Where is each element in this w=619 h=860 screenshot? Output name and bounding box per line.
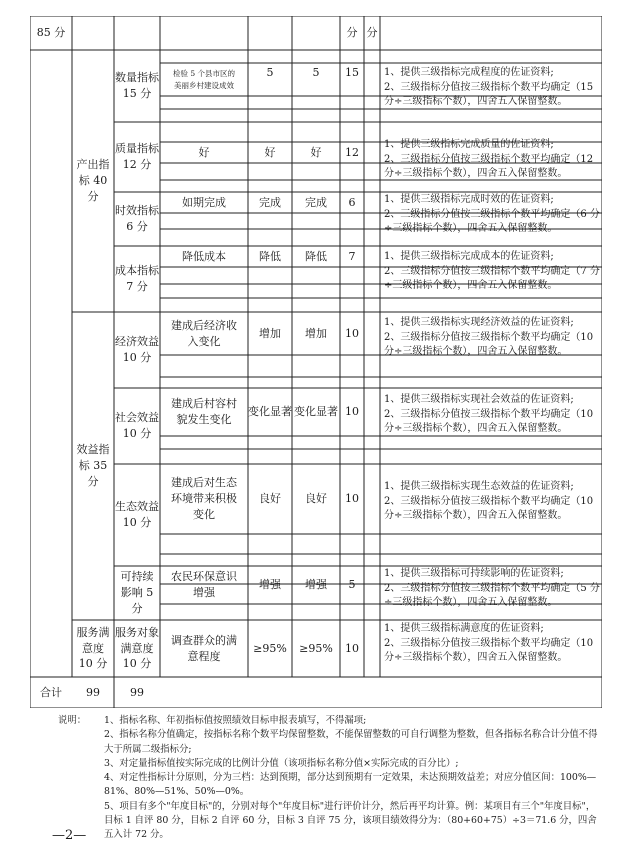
- cost-actual: 降低: [305, 249, 327, 263]
- notes-item-1: [58, 714, 598, 728]
- quantity-target: 5: [266, 66, 274, 80]
- total-label: 合计: [40, 685, 62, 699]
- economic-target: 增加: [259, 326, 281, 340]
- cost-target: 降低: [259, 249, 281, 263]
- page-number: —2—: [52, 828, 87, 843]
- quality-name: 质量指标 12 分: [115, 142, 159, 171]
- notes-item-2: 2、指标名称分值确定，按指标名称个数平均保留整数，不能保留整数的可自行调整为整数，但各指标名称合计分值不得大于所属二级指标分;: [104, 729, 598, 755]
- sustainable-actual: 增强: [305, 578, 327, 592]
- social-desc: 建成后村容村 貌发生变化: [171, 397, 237, 426]
- satisfaction-actual: ≥95%: [299, 641, 333, 655]
- social-note: 1、提供三级指标实现社会效益的佐证资料; 2、三级指标分值按三级指标个数平均确定（10 分÷三级指标个数），四舍五入保留整数。: [384, 394, 594, 434]
- top-row-score-label: 85 分: [36, 26, 66, 40]
- economic-name: 经济效益 10 分: [115, 335, 159, 364]
- output-category: 产出指 标 40 分: [76, 158, 110, 203]
- timeliness-desc: 如期完成: [182, 195, 226, 209]
- timeliness-score: 6: [348, 195, 356, 209]
- ecological-score: 10: [345, 492, 359, 506]
- cost-name: 成本指标 7 分: [115, 264, 159, 293]
- sustainable-score: 5: [348, 578, 356, 592]
- sustainable-name: 可持续 影响 5 分: [120, 570, 154, 615]
- economic-note: 1、提供三级指标实现经济效益的佐证资料; 2、三级指标分值按三级指标个数平均确定（10 分÷三级指标个数），四舍五入保留整数。: [384, 317, 594, 357]
- cost-note: 1、提供三级指标完成成本的佐证资料; 2、三级指标分值按三级指标个数平均确定（7 分÷三级指标个数），四舍五入保留整数。: [384, 251, 600, 291]
- timeliness-target: 完成: [259, 195, 281, 209]
- ecological-actual: 良好: [305, 492, 327, 506]
- quantity-name: 数量指标 15 分: [115, 71, 159, 100]
- quality-target: 好: [264, 145, 276, 159]
- quantity-score: 15: [345, 66, 359, 80]
- quality-actual: 好: [310, 145, 322, 159]
- cost-score: 7: [348, 249, 356, 263]
- top-row-unit-2: 分: [366, 26, 378, 40]
- quality-desc: 好: [198, 145, 210, 159]
- total-value-1: 99: [86, 685, 100, 699]
- quantity-desc: 检验 5 个县市区的 美丽乡村建设成效: [172, 69, 236, 90]
- quantity-note: 1、提供三级指标完成程度的佐证资料; 2、三级指标分值按三级指标个数平均确定（15 分÷三级指标个数），四舍五入保留整数。: [384, 67, 594, 107]
- notes-item-3: 3、对定量指标值按实际完成的比例计分值（该项指标名称分值×实际完成的百分比）;: [104, 757, 459, 769]
- social-target: 变化显著: [248, 405, 292, 419]
- quality-note: 1、提供三级指标完成质量的佐证资料; 2、三级指标分值按三级指标个数平均确定（12 分÷三级指标个数），四舍五入保留整数。: [384, 139, 594, 179]
- social-score: 10: [345, 405, 359, 419]
- economic-actual: 增加: [305, 326, 327, 340]
- timeliness-name: 时效指标 6 分: [115, 204, 159, 233]
- quality-score: 12: [345, 145, 359, 159]
- notes-text-1: 1、指标名称、年初指标值按照绩效目标申报表填写，不得漏项;: [104, 715, 367, 726]
- sustainable-target: 增强: [259, 578, 281, 592]
- notes-label: 说明：: [58, 715, 87, 726]
- social-name: 社会效益 10 分: [115, 411, 159, 440]
- ecological-desc: 建成后对生态 环境带来积极 变化: [171, 476, 237, 521]
- ecological-name: 生态效益 10 分: [115, 500, 159, 529]
- total-value-2: 99: [130, 685, 144, 699]
- notes-item-4: 4、对定性指标计分原则，分为三档：达到预期，部分达到预期有一定效果，未达预期效益差；对应分值区间：100%—81%、80%—51%、50%—0%。: [104, 772, 597, 798]
- satisfaction-category: 服务满 意度 10 分: [76, 625, 110, 671]
- satisfaction-target: ≥95%: [253, 641, 287, 655]
- cost-desc: 降低成本: [182, 249, 226, 263]
- timeliness-note: 1、提供三级指标完成时效的佐证资料; 2、三级指标分值按三级指标个数平均确定（6 分÷三级指标个数），四舍五入保留整数。: [384, 194, 600, 234]
- satisfaction-note: 1、提供三级指标满意度的佐证资料; 2、三级指标分值按三级指标个数平均确定（10 分÷三级指标个数），四舍五入保留整数。: [384, 623, 594, 663]
- sustainable-note: 1、提供三级指标可持续影响的佐证资料; 2、三级指标分值按三级指标个数平均确定（5 分÷三级指标个数），四舍五入保留整数。: [384, 568, 600, 608]
- sustainable-desc: 农民环保意识 增强: [171, 570, 237, 599]
- notes-item-5: 5、项目有多个"年度目标"的，分别对每个"年度目标"进行评价计分，然后再平均计算。例：某项目有三个"年度目标"，目标 1 自评 80 分，目标 2 自评 60 分，目标 3 自评 75 分，该项目绩效得分为：（80+60+75）÷3＝71.6 分，四舍五入计 72 分。: [104, 800, 597, 841]
- economic-score: 10: [345, 326, 359, 340]
- ecological-note: 1、提供三级指标实现生态效益的佐证资料; 2、三级指标分值按三级指标个数平均确定（10 分÷三级指标个数），四舍五入保留整数。: [384, 481, 594, 521]
- ecological-target: 良好: [259, 492, 281, 506]
- benefit-category: 效益指 标 35 分: [76, 443, 110, 488]
- satisfaction-name: 服务对象 满意度 10 分: [115, 625, 159, 671]
- quantity-actual: 5: [312, 66, 320, 80]
- social-actual: 变化显著: [294, 405, 338, 419]
- top-row-unit-1: 分: [346, 26, 358, 40]
- economic-desc: 建成后经济收 入变化: [171, 318, 237, 348]
- satisfaction-score: 10: [345, 641, 359, 655]
- timeliness-actual: 完成: [305, 195, 327, 209]
- explanatory-notes: [58, 714, 598, 843]
- satisfaction-desc: 调查群众的满 意程度: [171, 633, 237, 663]
